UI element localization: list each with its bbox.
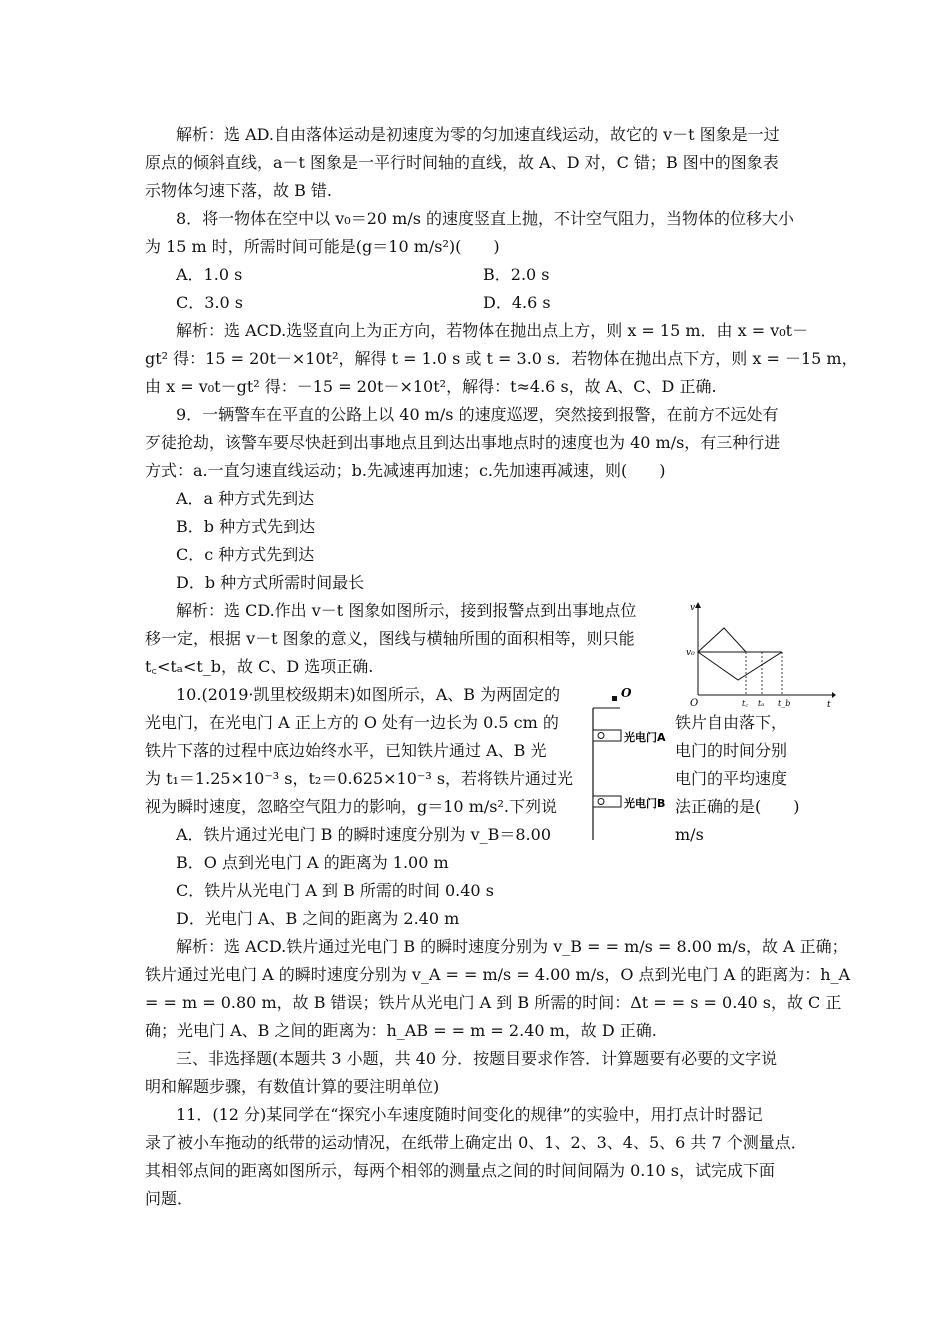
- gate-b-body: [593, 796, 621, 807]
- q11-stem-line-4: 问题．: [145, 1189, 194, 1208]
- line-b: [698, 652, 782, 680]
- q7-analysis-line-1: 解析：选 AD.自由落体运动是初速度为零的匀加速直线运动，故它的 v－t 图象是一过: [176, 125, 780, 144]
- q9-option-d: D．b 种方式所需时间最长: [176, 573, 365, 592]
- q10-option-c: C．铁片从光电门 A 到 B 所需的时间 0.40 s: [176, 881, 494, 900]
- q10-stem-line-2: 光电门，在光电门 A 正上方的 O 处有一边长为 0.5 cm 的: [145, 713, 559, 732]
- q11-stem-line-1: 11．(12 分)某同学在“探究小车速度随时间变化的规律”的实验中，用打点计时器记: [176, 1105, 763, 1124]
- q9-option-a: A．a 种方式先到达: [176, 489, 315, 508]
- v0-label: v₀: [686, 648, 695, 658]
- q9-analysis-line-1: 解析：选 CD.作出 v－t 图象如图所示，接到报警点到出事地点位: [176, 601, 637, 620]
- q9-stem-line-1: 9．一辆警车在平直的公路上以 40 m/s 的速度巡逻，突然接到报警，在前方不远处有: [176, 405, 779, 424]
- q10-right-line-5: m/s: [675, 825, 704, 844]
- gate-b-label: 光电门B: [624, 797, 666, 810]
- q11-stem-line-2: 录了被小车拖动的纸带的运动情况，在纸带上确定出 0、1、2、3、4、5、6 共 7 个测量点．: [145, 1133, 807, 1152]
- gate-a-body: [593, 730, 621, 741]
- q10-analysis-line-2: 铁片通过光电门 A 的瞬时速度分别为 v_A = = m/s = 4.00 m/s，O 点到光电门 A 的距离为：h_A: [145, 965, 851, 984]
- tick-tb: t_b: [778, 699, 791, 708]
- section-three-heading-line-2: 明和解题步骤，有数值计算的要注明单位): [145, 1077, 440, 1096]
- t-axis-arrow: [832, 692, 836, 698]
- section-three-heading-line-1: 三、非选择题(本题共 3 小题，共 40 分．按题目要求作答．计算题要有必要的文字说: [176, 1049, 778, 1068]
- q9-analysis-line-3: t꜀<tₐ<t_b，故 C、D 选项正确.: [145, 657, 374, 676]
- q10-option-d: D．光电门 A、B 之间的距离为 2.40 m: [176, 909, 460, 928]
- q10-right-line-4: 法正确的是( ): [675, 797, 800, 816]
- vt-graph-figure: [686, 600, 836, 710]
- q10-stem-line-5: 视为瞬时速度，忽略空气阻力的影响，g＝10 m/s².下列说: [145, 797, 557, 816]
- q10-right-line-2: 电门的时间分别: [675, 741, 788, 760]
- q10-option-b: B．O 点到光电门 A 的距离为 1.00 m: [176, 853, 449, 872]
- q10-stem-line-3: 铁片下落的过程中底边始终水平，已知铁片通过 A、B 光: [145, 741, 547, 760]
- q8-stem-line-2: 为 15 m 时，所需时间可能是(g＝10 m/s²)( ): [145, 237, 500, 256]
- q8-option-a: A．1.0 s: [176, 265, 243, 284]
- q8-analysis-line-1: 解析：选 ACD.选竖直向上为正方向，若物体在抛出点上方，则 x = 15 m．由 x = v₀t－: [176, 321, 809, 340]
- q10-analysis-line-3: = = m = 0.80 m，故 B 错误；铁片从光电门 A 到 B 所需的时间：Δt = = s = 0.40 s，故 C 正: [145, 993, 842, 1012]
- iron-plate: [612, 696, 617, 701]
- line-c: [698, 628, 746, 652]
- point-o-label: O: [621, 686, 632, 700]
- q8-analysis-line-2: gt² 得：15 = 20t－×10t²，解得 t = 1.0 s 或 t = 3.0 s．若物体在抛出点下方，则 x = －15 m，: [145, 349, 858, 368]
- photogate-figure: [590, 684, 680, 844]
- v-axis-label: v: [690, 603, 696, 613]
- q10-stem-line-1: 10.(2019·凯里校级期末)如图所示，A、B 为两固定的: [176, 685, 561, 704]
- q9-analysis-line-2: 移一定，根据 v－t 图象的意义，图线与横轴所围的面积相等，则只能: [145, 629, 635, 648]
- q11-stem-line-3: 其相邻点间的距离如图所示，每两个相邻的测量点之间的时间间隔为 0.10 s，试完成下面: [145, 1161, 776, 1180]
- q7-analysis-line-2: 原点的倾斜直线，a－t 图象是一平行时间轴的直线，故 A、D 对，C 错；B 图中的图象表: [145, 153, 779, 172]
- q7-analysis-line-3: 示物体匀速下落，故 B 错.: [145, 181, 333, 200]
- q10-stem-line-4: 为 t₁＝1.25×10⁻³ s，t₂＝0.625×10⁻³ s，若将铁片通过光: [145, 769, 574, 788]
- q9-stem-line-3: 方式：a.一直匀速直线运动；b.先减速再加速；c.先加速再减速，则( ): [145, 461, 666, 480]
- tick-tc: t꜀: [742, 699, 748, 708]
- origin-label: O: [690, 698, 699, 709]
- q8-analysis-line-3: 由 x = v₀t－gt² 得：－15 = 20t－×10t²，解得：t≈4.6 s，故 A、C、D 正确.: [145, 377, 717, 396]
- q8-option-d: D．4.6 s: [483, 293, 551, 312]
- t-axis-label: t: [827, 700, 831, 710]
- q10-analysis-line-1: 解析：选 ACD.铁片通过光电门 B 的瞬时速度分别为 v_B = = m/s = 8.00 m/s，故 A 正确；: [176, 937, 848, 956]
- gate-a-label: 光电门A: [624, 731, 666, 744]
- q9-stem-line-2: 歹徒抢劫，该警车要尽快赶到出事地点且到达出事地点时的速度也为 40 m/s，有三种行进: [145, 433, 781, 452]
- q10-option-a: A．铁片通过光电门 B 的瞬时速度分别为 v_B＝8.00: [176, 825, 551, 844]
- q8-stem-line-1: 8．将一物体在空中以 v₀＝20 m/s 的速度竖直上抛，不计空气阻力，当物体的位移大小: [176, 209, 795, 228]
- q10-right-line-1: 铁片自由落下，: [675, 713, 788, 732]
- q8-option-c: C．3.0 s: [176, 293, 243, 312]
- q10-analysis-line-4: 确；光电门 A、B 之间的距离为：h_AB = = m = 2.40 m，故 D 正确.: [145, 1021, 657, 1040]
- q9-option-b: B．b 种方式先到达: [176, 517, 316, 536]
- q9-option-c: C．c 种方式先到达: [176, 545, 315, 564]
- q10-right-line-3: 电门的平均速度: [675, 769, 788, 788]
- v-axis-arrow: [695, 602, 701, 608]
- q8-option-b: B．2.0 s: [483, 265, 550, 284]
- tick-ta: tₐ: [758, 699, 765, 708]
